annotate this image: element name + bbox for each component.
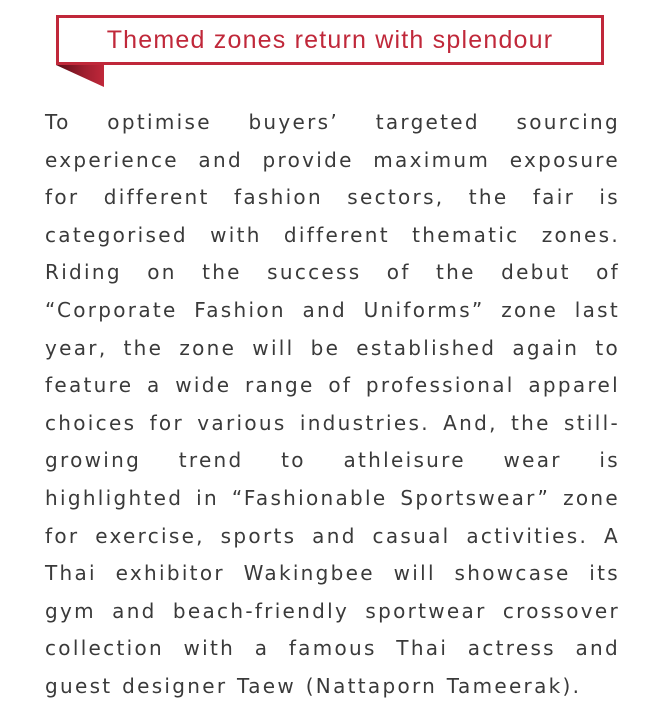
section-heading-box <box>56 15 604 65</box>
article-paragraph: To optimise buyers’ targeted sourcing experience and provide maximum exposure for different fashion sectors, the fair is categorised with different thematic zones. Riding on the success of the debut of “Corporate Fashion and Uniforms” zone last year, the zone will be established again to feature a wide range of professional apparel choices for various industries. And, the still-growing trend to athleisure wear is highlighted in “Fashionable Sportswear” zone for exercise, sports and casual activities. A Thai exhibitor Wakingbee will showcase its gym and beach-friendly sportwear crossover collection with a famous Thai actress and guest designer Taew (Nattaporn Tameerak). <box>45 110 620 698</box>
ribbon-fold-shape <box>56 65 104 87</box>
heading-ribbon-fold <box>56 65 104 87</box>
section-heading: Themed zones return with splendour <box>106 25 554 54</box>
